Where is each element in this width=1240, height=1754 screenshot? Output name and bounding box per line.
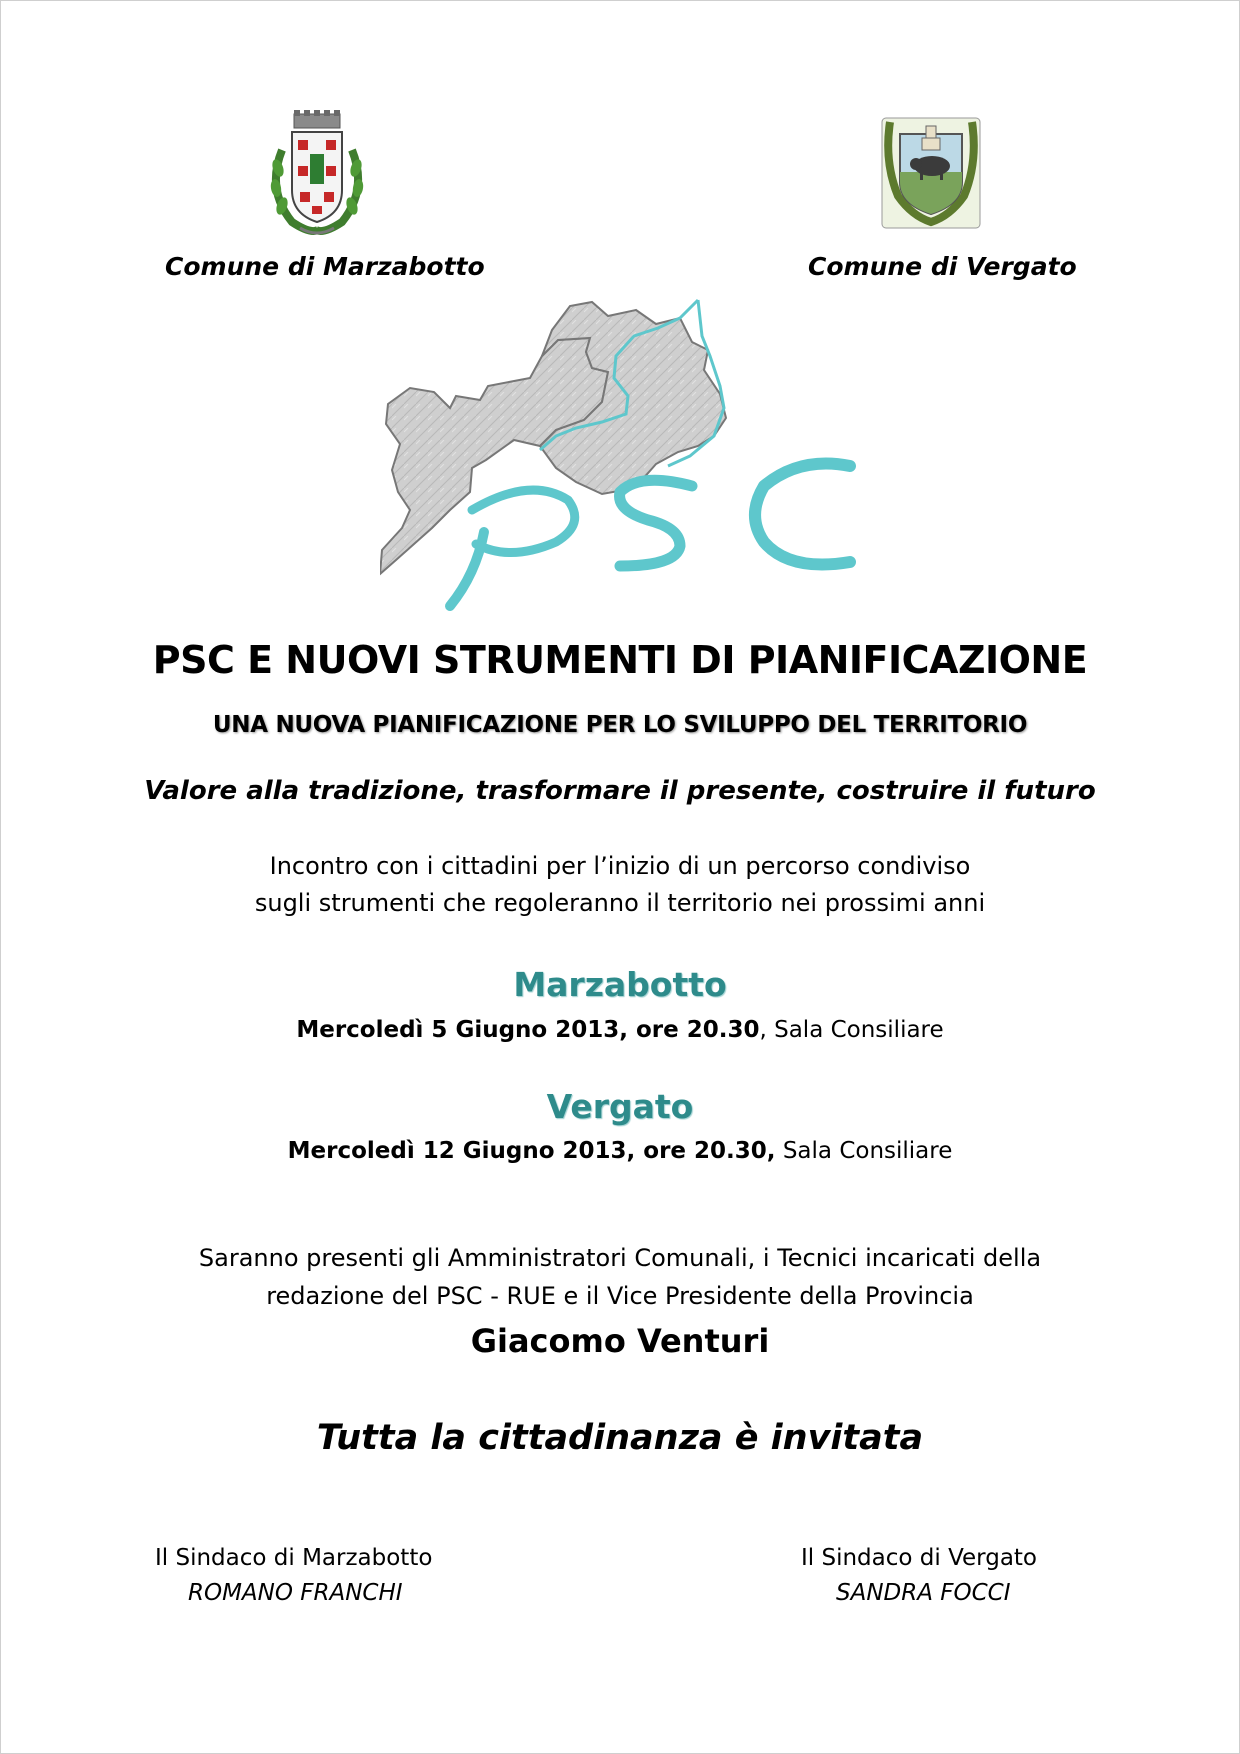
event-venue-text: Sala Consiliare [775, 1138, 953, 1164]
vergato-crest-icon [876, 112, 986, 234]
comune-vergato-label: Comune di Vergato [808, 252, 1077, 281]
signature-right-name: SANDRA FOCCI [836, 1580, 1011, 1606]
speaker-name: Giacomo Venturi [470, 1322, 770, 1360]
invitation-text: Tutta la cittadinanza è invitata [316, 1418, 924, 1458]
presence-line-2: redazione del PSC - RUE e il Vice Presidente della Provincia [266, 1282, 974, 1310]
signature-right-title: Il Sindaco di Vergato [801, 1545, 1038, 1571]
presence-line-1: Saranno presenti gli Amministratori Comunali, i Tecnici incaricati della [198, 1244, 1042, 1272]
intro-line-1: Incontro con i cittadini per l’inizio di un percorso condiviso [269, 852, 971, 880]
page-title: PSC E NUOVI STRUMENTI DI PIANIFICAZIONE [152, 638, 1088, 682]
marzabotto-crest-icon [262, 110, 372, 242]
page-subtitle: UNA NUOVA PIANIFICAZIONE PER LO SVILUPPO DEL TERRITORIO [212, 712, 1028, 738]
event-date-marzabotto [0, 1017, 1240, 1043]
event-date-text: Mercoledì 5 Giugno 2013, ore 20.30 [296, 1017, 760, 1043]
intro-line-2: sugli strumenti che regoleranno il territorio nei prossimi anni [254, 889, 986, 917]
event-venue-text: , Sala Consiliare [759, 1017, 944, 1043]
event-date-text: Mercoledì 12 Giugno 2013, ore 20.30, [287, 1138, 776, 1164]
event-date-vergato [0, 1138, 1240, 1164]
event-city-marzabotto: Marzabotto [513, 965, 727, 1004]
signature-left-title: Il Sindaco di Marzabotto [155, 1545, 433, 1571]
comune-marzabotto-label: Comune di Marzabotto [165, 252, 485, 281]
event-city-vergato: Vergato [546, 1087, 694, 1126]
signature-left-name: ROMANO FRANCHI [188, 1580, 403, 1606]
motto: Valore alla tradizione, trasformare il presente, costruire il futuro [144, 776, 1096, 806]
psc-territory-map-logo [380, 296, 860, 616]
